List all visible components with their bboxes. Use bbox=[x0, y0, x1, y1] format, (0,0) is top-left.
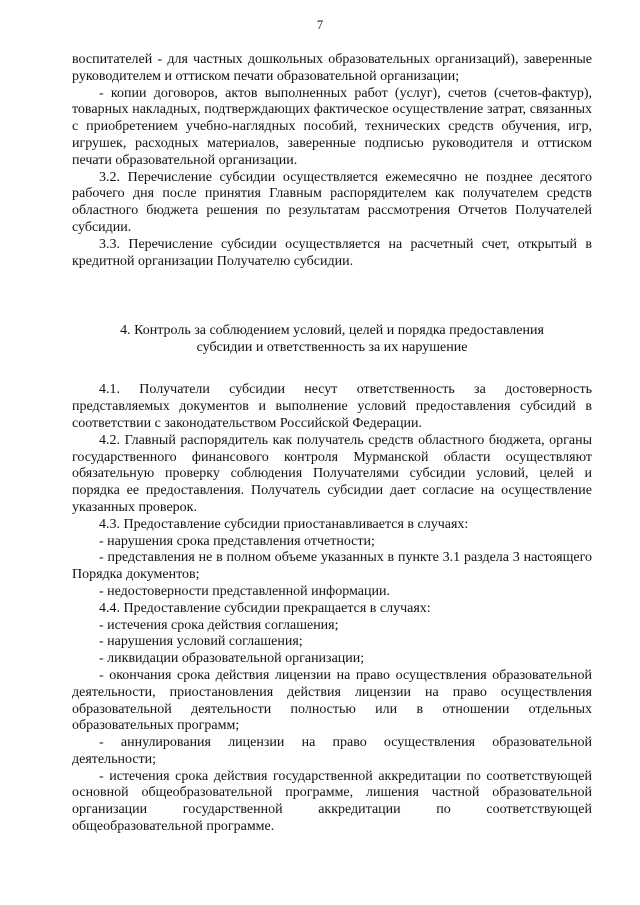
list-item: - истечения срока действия соглашения; bbox=[99, 617, 339, 633]
paragraph: - копии договоров, актов выполненных работ (услуг), счетов (счетов-фактур), товарных накладных, подтверждающих фактическое осуществление затрат, связанных с приобретением учебно-наглядных пособий, технических средств обучения, игр, игрушек, расходных материалов, заверенные подписью руководителя и оттиском печати образовательной организации. bbox=[72, 85, 592, 168]
paragraph: 3.3. Перечисление субсидии осуществляется на расчетный счет, открытый в кредитной организации Получателю субсидии. bbox=[72, 236, 592, 269]
paragraph: 4.3. Предоставление субсидии приостанавливается в случаях: bbox=[99, 516, 469, 532]
paragraph: 4.2. Главный распорядитель как получатель средств областного бюджета, органы государственного финансового контроля Мурманской области осуществляют обязательную проверку соблюдения Получателями субсидии условий, целей и порядка ее предоставления. Получатель субсидии дает согласие на осуществление указанных проверок. bbox=[72, 432, 592, 515]
section-heading bbox=[72, 322, 592, 356]
list-item: - представления не в полном объеме указанных в пункте 3.1 раздела 3 настоящего Порядка документов; bbox=[72, 550, 592, 583]
section-heading-line: субсидии и ответственность за их нарушение bbox=[196, 340, 468, 356]
document-body bbox=[72, 52, 592, 836]
page-number: 7 bbox=[316, 18, 324, 32]
paragraph: 3.2. Перечисление субсидии осуществляется ежемесячно не позднее десятого рабочего дня после принятия Главным распорядителем как получателем средств областного бюджета решения по результатам рассмотрения Отчетов Получателей субсидии. bbox=[72, 169, 592, 235]
list-item: - нарушения срока представления отчетности; bbox=[99, 533, 375, 549]
list-item: - недостоверности представленной информации. bbox=[99, 583, 390, 599]
list-item: - ликвидации образовательной организации; bbox=[99, 651, 365, 667]
paragraph: воспитателей - для частных дошкольных образовательных организаций), заверенные руководителем и оттиском печати образовательной организации; bbox=[72, 52, 592, 84]
paragraph: 4.4. Предоставление субсидии прекращается в случаях: bbox=[99, 600, 431, 616]
section-heading-line: 4. Контроль за соблюдением условий, целей и порядка предоставления bbox=[120, 323, 544, 339]
list-item: - нарушения условий соглашения; bbox=[99, 634, 303, 650]
list-item: - окончания срока действия лицензии на право осуществления образовательной деятельности, приостановления действия лицензии на право осуществления образовательной деятельности полностью или в отношении отдельных образовательных программ; bbox=[72, 667, 592, 734]
list-item: - истечения срока действия государственной аккредитации по соответствующей основной общеобразовательной программе, лишения частной образовательной организации государственной аккредитации по соответствующей общеобразовательной программе. bbox=[72, 768, 592, 835]
paragraph: 4.1. Получатели субсидии несут ответственность за достоверность представляемых документов и выполнение условий предоставления субсидий в соответствии с законодательством Российской Федерации. bbox=[72, 382, 592, 431]
list-item: - аннулирования лицензии на право осуществления образовательной деятельности; bbox=[72, 735, 592, 767]
